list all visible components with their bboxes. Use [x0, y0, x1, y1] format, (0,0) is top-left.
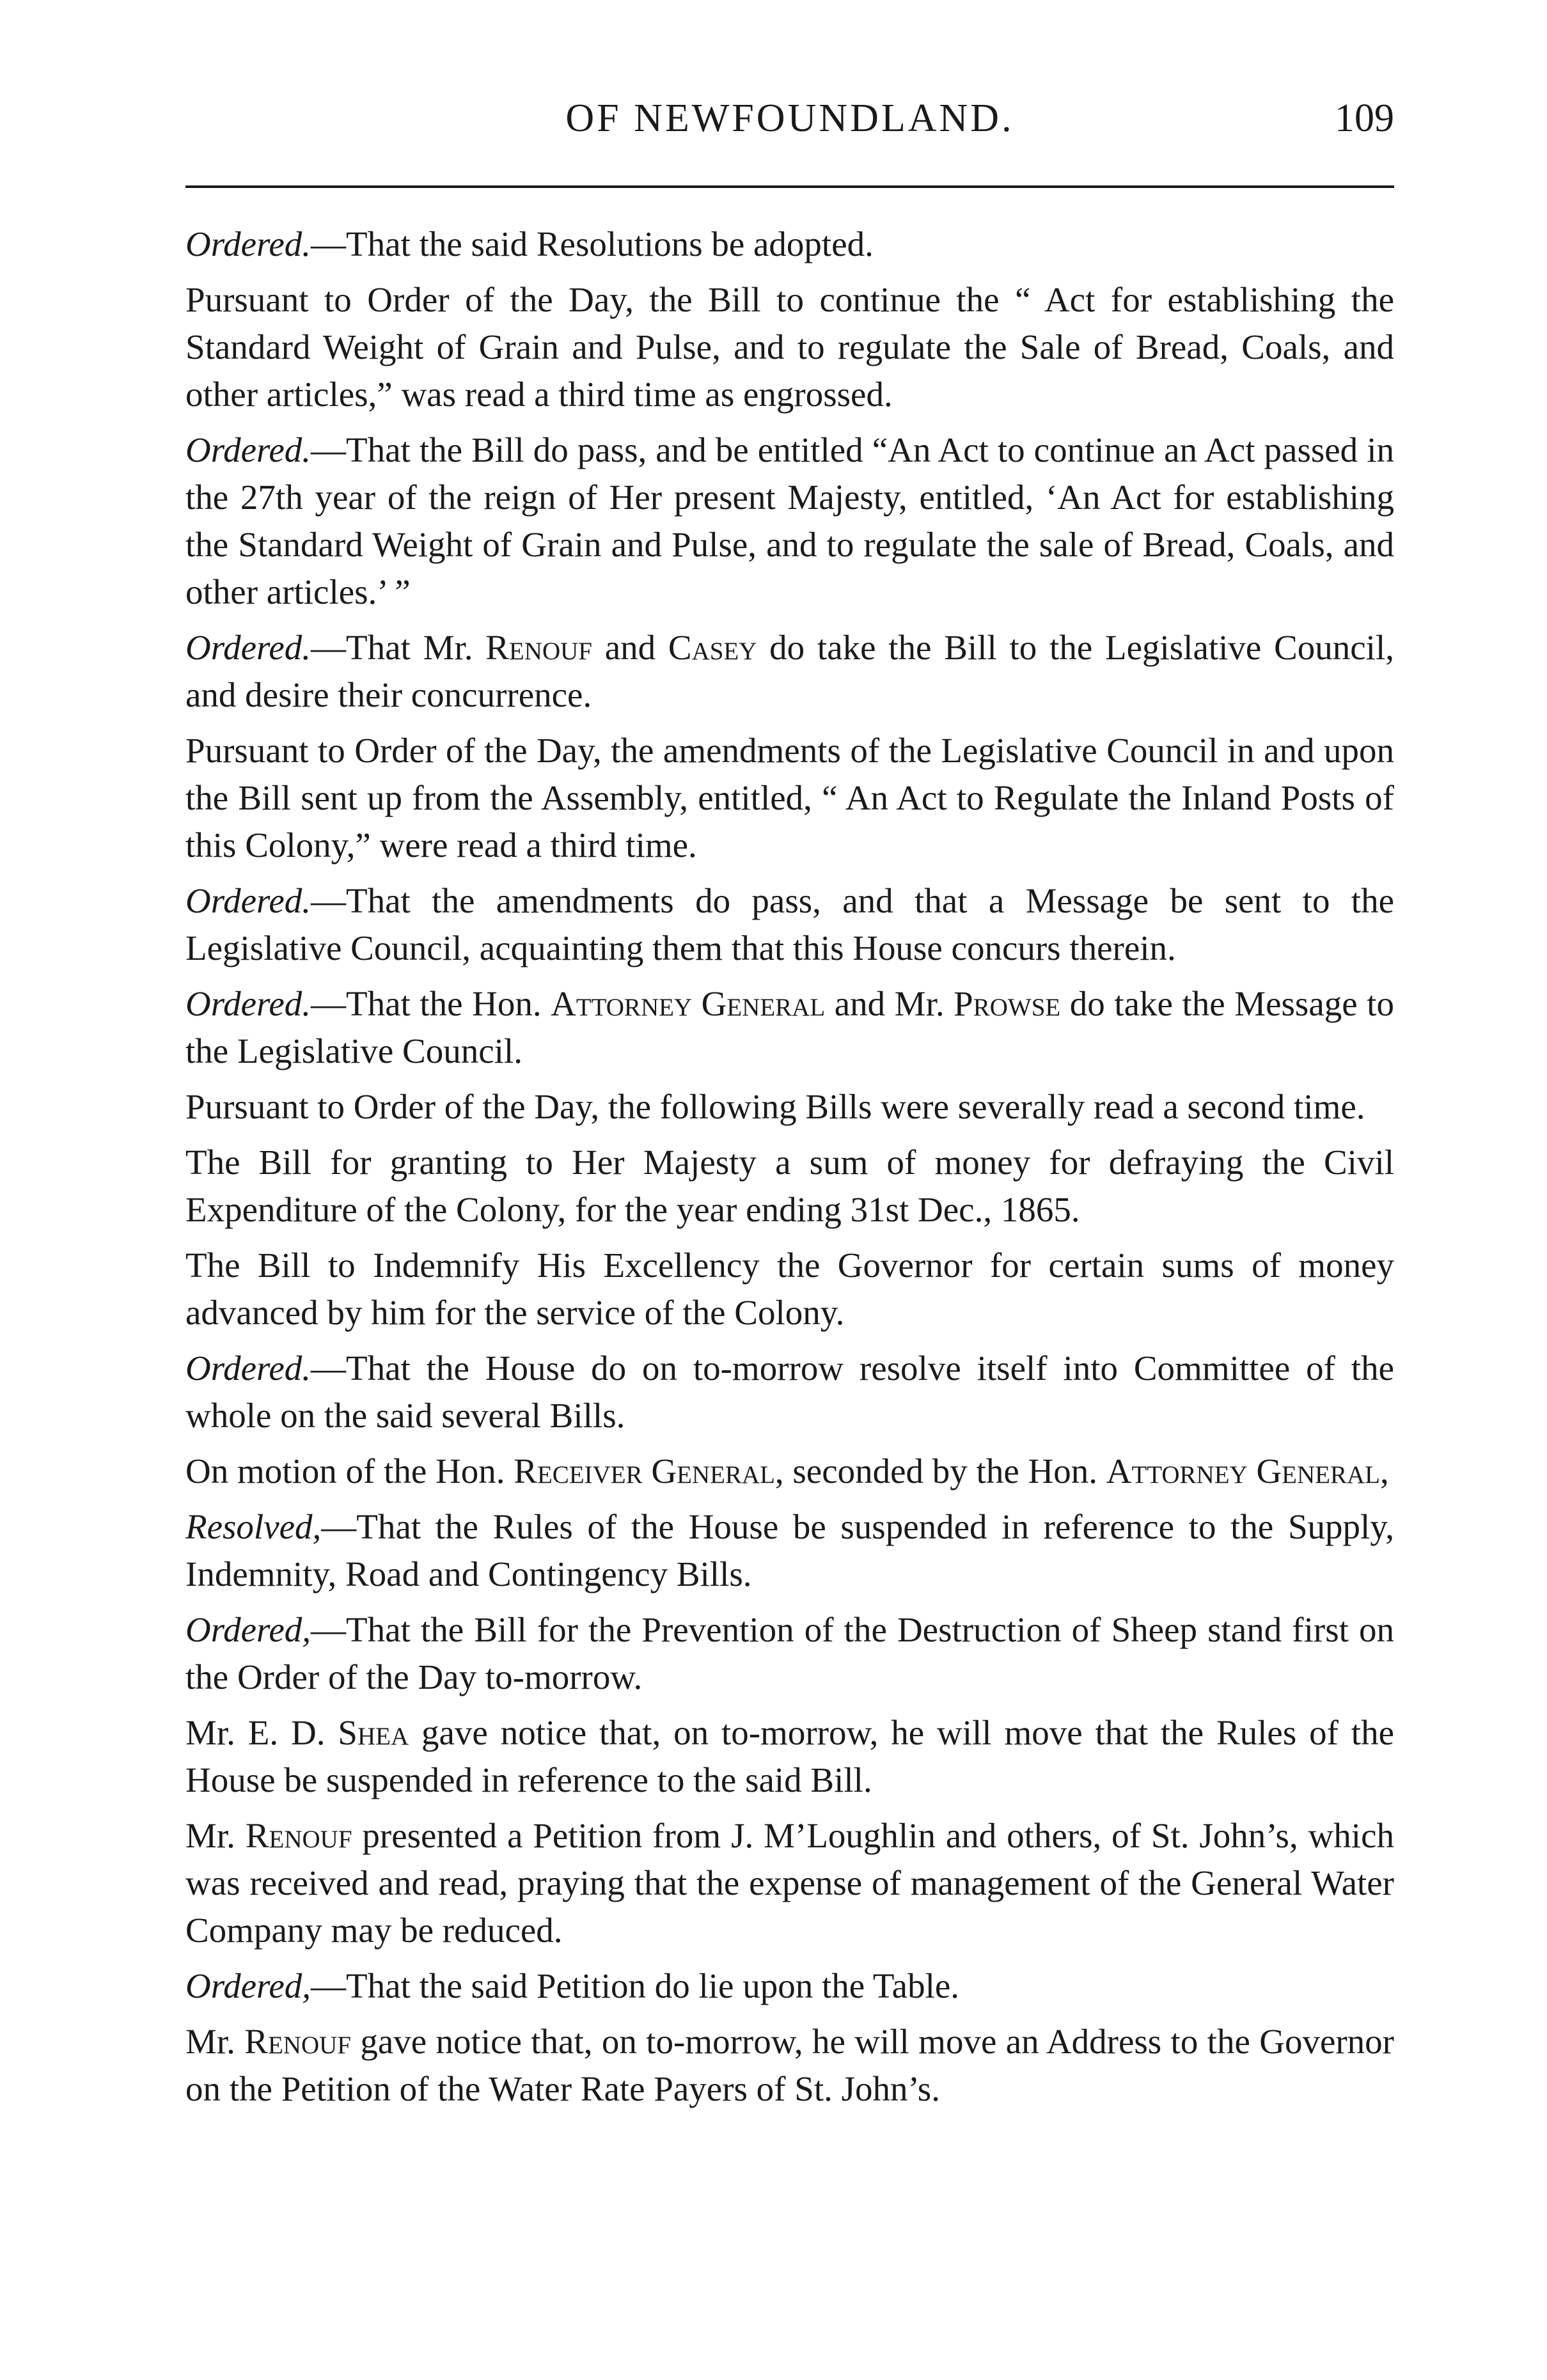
paragraph [185, 1962, 1394, 2010]
paragraph-text: , [1380, 1452, 1389, 1491]
paragraph-text: The Bill to Indemnify His Excellency the Governor for certain sums of money advanced by him for the service of the Colony. [185, 1246, 1394, 1332]
paragraph-lead: Resolved, [185, 1507, 322, 1546]
paragraph [185, 1139, 1394, 1233]
member-name: Prowse [954, 984, 1061, 1023]
member-name: Receiver General [514, 1452, 775, 1491]
member-name: Attorney General [1106, 1452, 1380, 1491]
paragraph-text: —That the Bill do pass, and be entitled “An Act to continue an Act passed in the 27th year of the reign of Her present Majesty, entitled, ‘An Act for establishing the Standard Weight of Grain and Pulse, and to regulate the sale of Bread, Coals, and other articles.’ ” [185, 430, 1394, 611]
paragraph [185, 276, 1394, 418]
page-number: 109 [1335, 97, 1394, 140]
paragraph-text: —That the Hon. [311, 984, 551, 1023]
paragraph-text: , seconded by the Hon. [774, 1452, 1106, 1491]
journal-text [185, 221, 1394, 2121]
paragraph-text: and Mr. [825, 984, 954, 1023]
paragraph-text: and [592, 628, 668, 667]
paragraph [185, 1448, 1394, 1495]
running-title: OF NEWFOUNDLAND. [565, 97, 1014, 140]
paragraph-lead: Ordered. [185, 984, 311, 1023]
paragraph [185, 1083, 1394, 1131]
member-name: Shea [338, 1713, 409, 1752]
paragraph [185, 427, 1394, 616]
paragraph-lead: Ordered. [185, 224, 311, 263]
paragraph-lead: Ordered. [185, 1349, 311, 1388]
paragraph-text: —That the House do on to-morrow resolve itself into Committee of the whole on the said several Bills. [185, 1349, 1394, 1435]
paragraph [185, 1709, 1394, 1804]
paragraph-text: —That the said Petition do lie upon the Table. [311, 1966, 960, 2005]
paragraph-text: do take the Bill to the Legislative Council, and desire their concurrence. [185, 628, 1394, 714]
paragraph [185, 2018, 1394, 2113]
paragraph-text: gave notice that, on to-morrow, he will move an Address to the Governor on the Petition of the Water Rate Payers of St. John’s. [185, 2022, 1394, 2108]
paragraph [185, 1345, 1394, 1439]
paragraph-text: Mr. E. D. [185, 1713, 338, 1752]
paragraph-lead: Ordered, [185, 1610, 311, 1649]
member-name: Attorney General [551, 984, 826, 1023]
paragraph-text: Pursuant to Order of the Day, the following Bills were severally read a second time. [185, 1087, 1365, 1126]
paragraph-lead: Ordered. [185, 430, 311, 469]
paragraph-text: —That the Bill for the Prevention of the Destruction of Sheep stand first on the Order of the Day to-morrow. [185, 1610, 1394, 1696]
page-header [185, 96, 1394, 147]
paragraph-lead: Ordered. [185, 628, 311, 667]
paragraph-text: presented a Petition from J. M’Loughlin and others, of St. John’s, which was received and read, praying that the expense of management of the General Water Company may be reduced. [185, 1816, 1394, 1950]
paragraph-text: Pursuant to Order of the Day, the Bill to continue the “ Act for establishing the Standard Weight of Grain and Pulse, and to regulate the Sale of Bread, Coals, and other articles,” was read a third time as engrossed. [185, 280, 1394, 414]
paragraph [185, 1503, 1394, 1598]
member-name: Renouf [485, 628, 592, 667]
paragraph-text: —That the said Resolutions be adopted. [311, 224, 874, 263]
paragraph [185, 877, 1394, 972]
paragraph [185, 221, 1394, 268]
paragraph-text: gave notice that, on to-morrow, he will move that the Rules of the House be suspended in reference to the said Bill. [185, 1713, 1394, 1799]
paragraph-text: do take the Message to the Legislative Council. [185, 984, 1394, 1070]
paragraph-text: —That Mr. [311, 628, 486, 667]
paragraph-text: On motion of the Hon. [185, 1452, 514, 1491]
paragraph [185, 727, 1394, 869]
paragraph [185, 980, 1394, 1075]
paragraph-text: Mr. [185, 1816, 246, 1855]
paragraph-text: —That the Rules of the House be suspended in reference to the Supply, Indemnity, Road and Contingency Bills. [185, 1507, 1394, 1593]
paragraph [185, 624, 1394, 719]
paragraph-lead: Ordered, [185, 1966, 311, 2005]
member-name: Renouf [244, 2022, 351, 2061]
paragraph [185, 1812, 1394, 1954]
paragraph-text: —That the amendments do pass, and that a Message be sent to the Legislative Council, acquainting them that this House concurs therein. [185, 881, 1394, 967]
member-name: Casey [668, 628, 757, 667]
paragraph-text: Pursuant to Order of the Day, the amendments of the Legislative Council in and upon the Bill sent up from the Assembly, entitled, “ An Act to Regulate the Inland Posts of this Colony,” were read a third time. [185, 731, 1394, 865]
paragraph-lead: Ordered. [185, 881, 311, 920]
header-rule [185, 185, 1394, 188]
paragraph [185, 1242, 1394, 1336]
paragraph [185, 1606, 1394, 1701]
member-name: Renouf [245, 1816, 352, 1855]
paragraph-text: The Bill for granting to Her Majesty a sum of money for defraying the Civil Expenditure of the Colony, for the year ending 31st Dec., 1865. [185, 1143, 1394, 1229]
paragraph-text: Mr. [185, 2022, 245, 2061]
